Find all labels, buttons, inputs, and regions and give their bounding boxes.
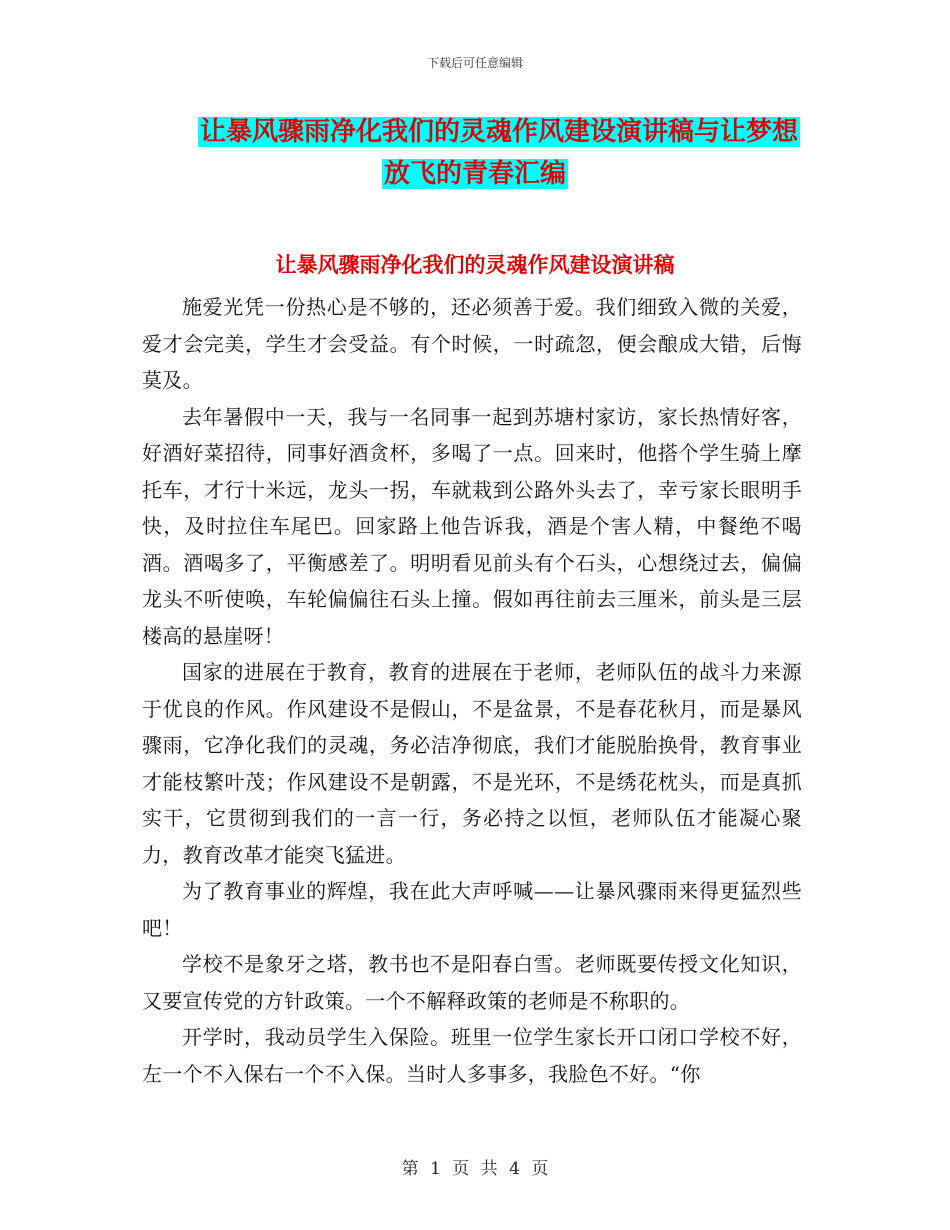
paragraph-3: 国家的进展在于教育，教育的进展在于老师，老师队伍的战斗力来源于优良的作风。作风建设不是假山，不是盆景，不是春花秋月，而是暴风骤雨，它净化我们的灵魂，务必洁净彻底，我们才能脱胎换骨，教育事业才能枝繁叶茂；作风建设不是朝露，不是光环，不是绣花枕头，而是真抓实干，它贯彻到我们的一言一行，务必持之以恒，老师队伍才能凝心聚力，教育改革才能突飞猛进。	[142, 660, 802, 867]
document-title-line-2	[0, 156, 950, 192]
document-title-text-1: 让暴风骤雨净化我们的灵魂作风建设演讲稿与让梦想	[199, 117, 798, 147]
paragraph-5: 学校不是象牙之塔，教书也不是阳春白雪。老师既要传授文化知识，又要宣传党的方针政策。一个不解释政策的老师是不称职的。	[142, 952, 802, 1013]
page-number-footer: 第 1 页 共 4 页	[401, 1159, 549, 1179]
document-title-text-2: 放飞的青春汇编	[383, 159, 566, 189]
document-title-line-1	[0, 114, 950, 150]
document-body	[142, 289, 802, 1092]
paragraph-6: 开学时，我动员学生入保险。班里一位学生家长开口闭口学校不好，左一个不入保右一个不入保。当时人多事多，我脸色不好。“你	[142, 1025, 802, 1086]
section-title: 让暴风骤雨净化我们的灵魂作风建设演讲稿	[275, 252, 675, 277]
paragraph-1: 施爱光凭一份热心是不够的，还必须善于爱。我们细致入微的关爱，爱才会完美，学生才会受益。有个时候，一时疏忽，便会酿成大错，后悔莫及。	[142, 295, 802, 392]
paragraph-4: 为了教育事业的辉煌，我在此大声呼喊——让暴风骤雨来得更猛烈些吧！	[142, 879, 802, 940]
page-header-note: 下载后可任意编辑	[426, 56, 523, 70]
paragraph-2: 去年暑假中一天，我与一名同事一起到苏塘村家访，家长热情好客，好酒好菜招待，同事好酒贪杯，多喝了一点。回来时，他搭个学生骑上摩托车，才行十米远，龙头一拐，车就栽到公路外头去了，幸亏家长眼明手快，及时拉住车尾巴。回家路上他告诉我，酒是个害人精，中餐绝不喝酒。酒喝多了，平衡感差了。明明看见前头有个石头，心想绕过去，偏偏龙头不听使唤，车轮偏偏往石头上撞。假如再往前去三厘米，前头是三层楼高的悬崖呀！	[142, 404, 802, 648]
